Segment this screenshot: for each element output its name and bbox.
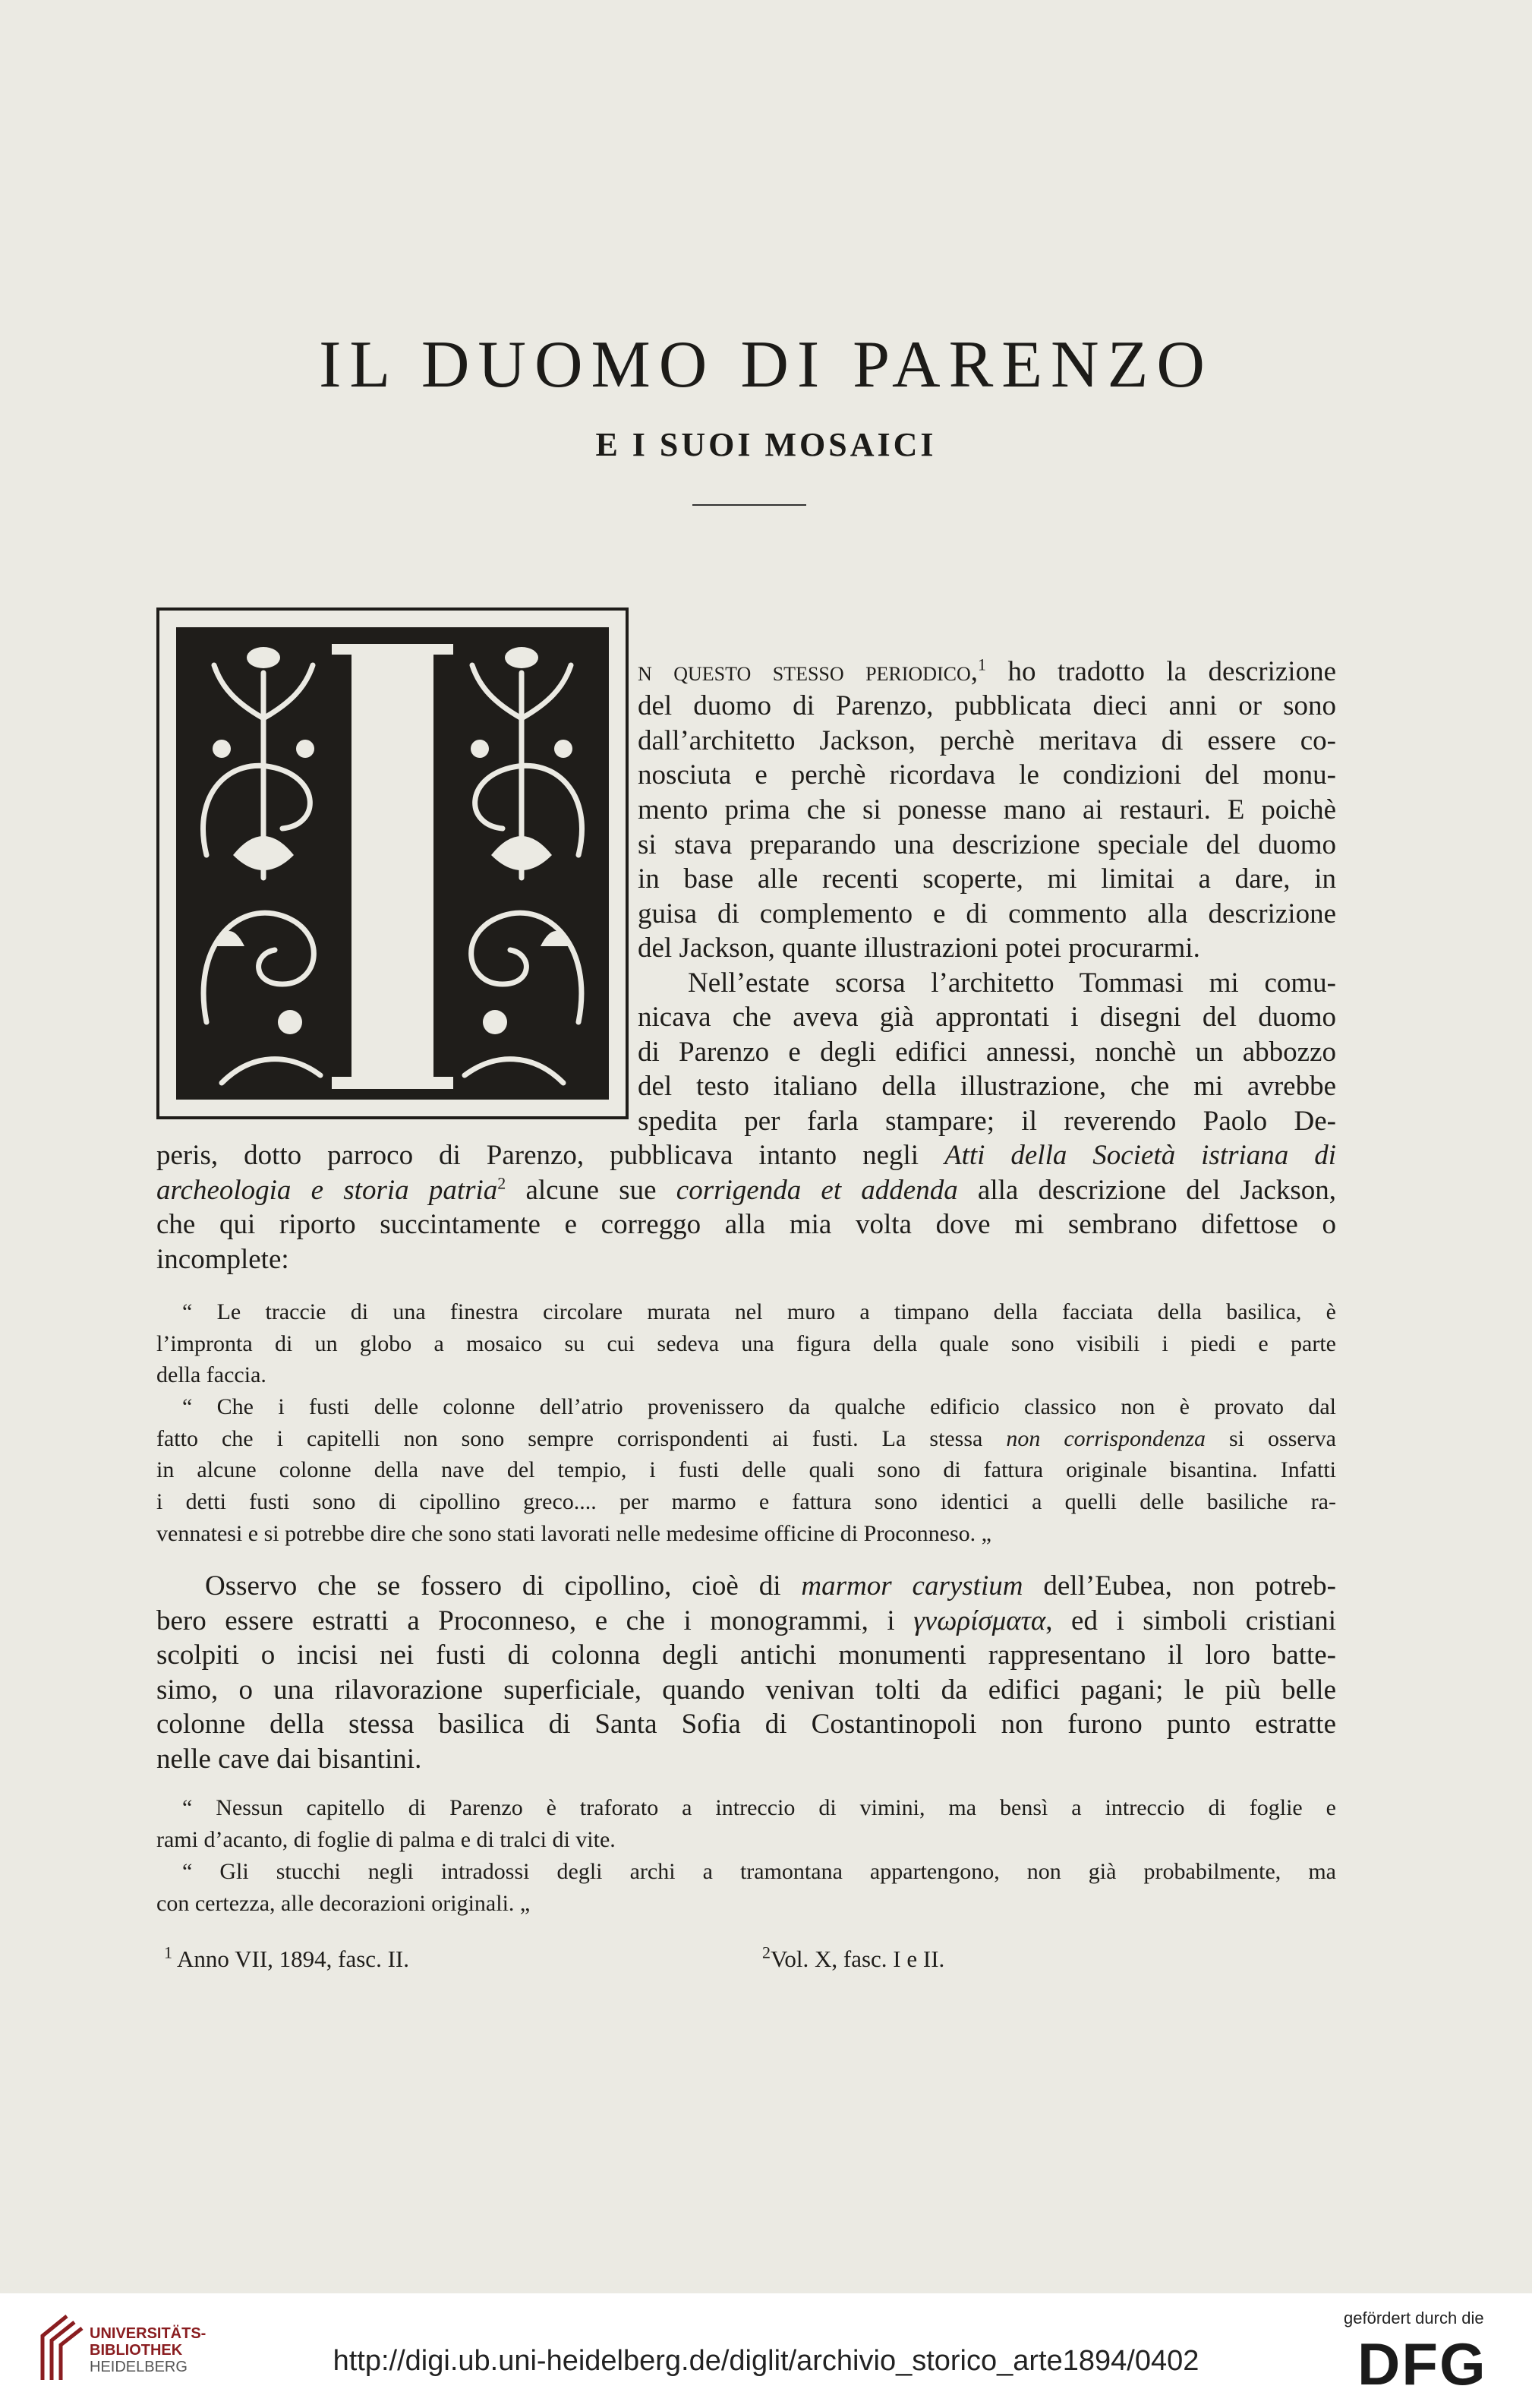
quote-line: in alcune colonne della nave del tempio, i fusti delle quali sono di fattura originale bisantina. Infatti	[156, 1457, 1336, 1482]
text-line: che qui riporto succintamente e correggo alla mia volta dove mi sembrano difettose o	[156, 1209, 1336, 1240]
text-line: spedita per farla stampare; il reverendo Paolo De-	[638, 1106, 1336, 1137]
quote-line: fatto che i capitelli non sono sempre corrispondenti ai fusti. La stessa non corrispondenza si osserva	[156, 1426, 1336, 1451]
text-line: nelle cave dai bisantini.	[156, 1744, 422, 1775]
text-line: Nell’estate scorsa l’architetto Tommasi mi comu-	[688, 967, 1336, 999]
decorated-initial	[156, 608, 629, 1119]
text-line: del Jackson, quante illustrazioni potei procurarmi.	[638, 933, 1200, 964]
quote-line: rami d’acanto, di foglie di palma e di tralci di vite.	[156, 1827, 616, 1852]
article-title: IL DUOMO DI PARENZO	[319, 328, 1213, 402]
text-line: nosciuta e perchè ricordava le condizioni del monu-	[638, 759, 1336, 791]
text-line: bero essere estratti a Proconneso, e che i monogrammi, i γνωρίσματα, ed i simboli cristiani	[156, 1605, 1336, 1636]
text-line: peris, dotto parroco di Parenzo, pubblicava intanto negli Atti della Società istriana di	[156, 1140, 1336, 1171]
text-line: nicava che aveva già approntati i disegni del duomo	[638, 1002, 1336, 1033]
text-line: archeologia e storia patria$^2$ alcune sue corrigenda et addenda alla descrizione del Jackson,	[156, 1173, 1336, 1206]
text-line: del testo italiano della illustrazione, che mi avrebbe	[638, 1071, 1336, 1102]
ornamental-initial-i-icon	[176, 627, 609, 1100]
text-line: dall’architetto Jackson, perchè meritava di essere co-	[638, 725, 1336, 756]
title-divider	[692, 504, 806, 506]
text-line: incomplete:	[156, 1244, 289, 1275]
text-line: del duomo di Parenzo, pubblicata dieci anni or sono	[638, 690, 1336, 721]
quote-line: vennatesi e si potrebbe dire che sono stati lavorati nelle medesime officine di Proconneso. „	[156, 1521, 991, 1546]
quote-line: i detti fusti sono di cipollino greco.... per marmo e fattura sono identici a quelli delle basiliche ra-	[156, 1489, 1336, 1514]
text-line: Osservo che se fossero di cipollino, cioè di marmor carystium dell’Eubea, non potreb-	[205, 1570, 1336, 1602]
text-line: di Parenzo e degli edifici annessi, nonchè un abbozzo	[638, 1037, 1336, 1068]
footnote-ref-1: 1	[978, 655, 986, 674]
footnote-1: $^1$ Anno VII, 1894, fasc. II.	[164, 1942, 409, 1972]
text-line: mento prima che si ponesse mano ai restauri. E poichè	[638, 794, 1336, 825]
text-line: guisa di complemento e di commento alla descrizione	[638, 898, 1336, 929]
footnote-ref-2: 2	[497, 1173, 506, 1193]
text-line: scolpiti o incisi nei fusti di colonna degli antichi monumenti rappresentano il loro batte-	[156, 1640, 1336, 1671]
permalink-url[interactable]: http://digi.ub.uni-heidelberg.de/diglit/archivio_storico_arte1894/0402	[333, 2345, 1199, 2377]
article-subtitle: E I SUOI MOSAICI	[595, 426, 937, 463]
text-line: simo, o una rilavorazione superficiale, quando venivan tolti da edifici pagani; le più belle	[156, 1674, 1336, 1706]
dfg-funding-caption: gefördert durch die	[1344, 2309, 1484, 2328]
quote-line: “ Che i fusti delle colonne dell’atrio provenissero da qualche edificio classico non è provato dal	[182, 1394, 1336, 1419]
quote-line: “ Le traccie di una finestra circolare murata nel muro a timpano della facciata della basilica, è	[182, 1299, 1336, 1324]
quote-line: con certezza, alle decorazioni originali. „	[156, 1891, 531, 1916]
text-line: colonne della stessa basilica di Santa Sofia di Costantinopoli non furono punto estratte	[156, 1709, 1336, 1740]
footnote-2: $^2$Vol. X, fasc. I e II.	[762, 1942, 945, 1972]
dfg-logo[interactable]: DFG	[1357, 2331, 1487, 2397]
ub-heidelberg-name[interactable]: UNIVERSITÄTS- BIBLIOTHEK HEIDELBERG	[90, 2325, 206, 2375]
text-line: n questo stesso periodico,$^1$ ho tradotto la descrizione	[638, 655, 1336, 687]
quote-line: “ Nessun capitello di Parenzo è traforato a intreccio di vimini, ma bensì a intreccio di foglie e	[182, 1795, 1336, 1820]
text-line: si stava preparando una descrizione speciale del duomo	[638, 829, 1336, 860]
quote-line: “ Gli stucchi negli intradossi degli archi a tramontana appartengono, non già probabilmente, ma	[182, 1859, 1336, 1884]
quote-line: della faccia.	[156, 1362, 266, 1387]
quote-line: l’impronta di un globo a mosaico su cui sedeva una figura della quale sono visibili i piedi e parte	[156, 1331, 1336, 1356]
text-line: in base alle recenti scoperte, mi limitai a dare, in	[638, 863, 1336, 895]
